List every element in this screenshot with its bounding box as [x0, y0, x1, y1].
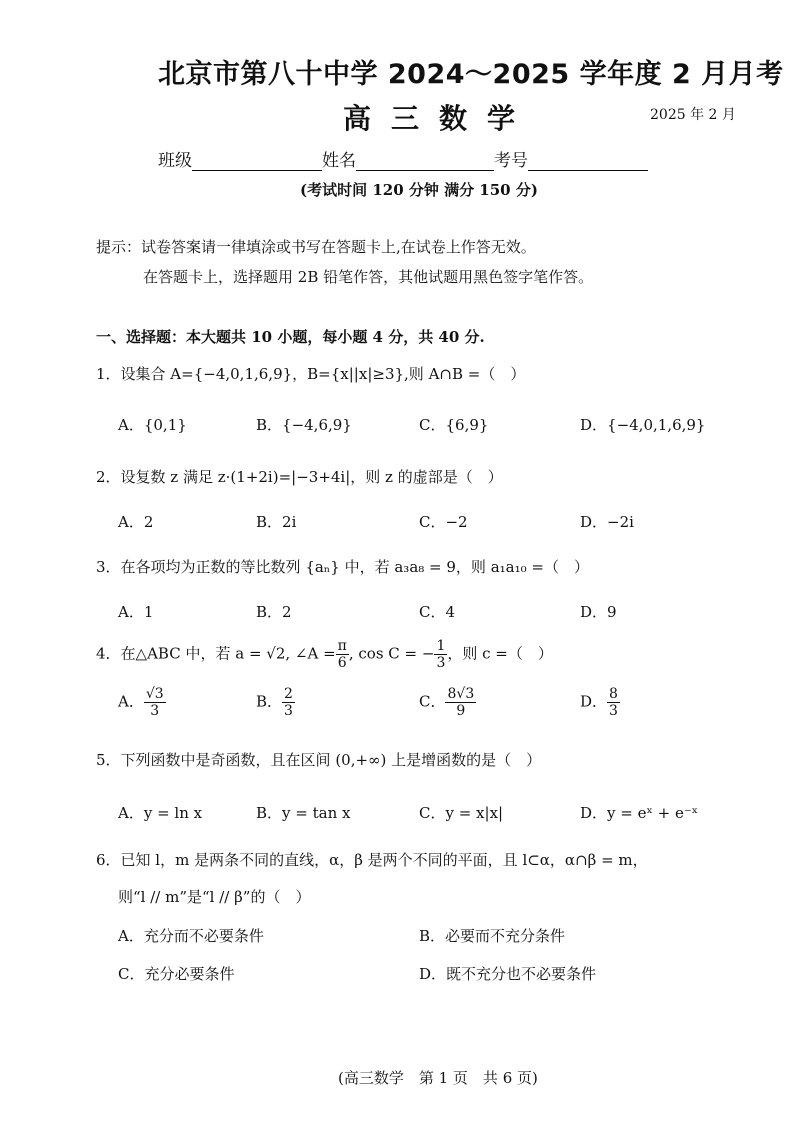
- question-5-option-b: B．y = tan x: [256, 804, 351, 822]
- page-footer: (高三数学 第 1 页 共 6 页): [338, 1069, 538, 1087]
- question-4-stem-mid: , cos C = −: [348, 644, 435, 663]
- option-label: A．: [118, 692, 144, 711]
- option-label: B．: [256, 692, 283, 711]
- fraction-numerator: 8√3: [447, 686, 475, 702]
- question-3-option-c: C．4: [419, 603, 456, 621]
- exam-title: 北京市第八十中学 2024～2025 学年度 2 月月考: [158, 59, 784, 90]
- question-4-option-d: [580, 686, 620, 719]
- question-5-option-a: A．y = ln x: [118, 804, 203, 822]
- question-6-stem-line-1: 6．已知 l，m 是两条不同的直线，α，β 是两个不同的平面，且 l⊂α，α∩β = m，: [96, 851, 648, 869]
- fraction-denominator: 3: [284, 703, 293, 720]
- option-fraction: [607, 686, 620, 719]
- question-6-option-d: D．既不充分也不必要条件: [419, 965, 597, 983]
- question-4-option-a: [118, 686, 166, 719]
- question-3-stem: 3．在各项均为正数的等比数列 {aₙ} 中，若 a₃a₈ = 9，则 a₁a₁₀ =（ ）: [96, 558, 589, 576]
- question-2-stem: 2．设复数 z 满足 z·(1+2i)=|−3+4i|，则 z 的虚部是（ ）: [96, 468, 503, 486]
- question-3-option-d: D．9: [580, 603, 617, 621]
- exam-date: 2025 年 2 月: [650, 107, 736, 123]
- question-6-stem-line-2: 则“l // m”是“l // β”的（ ）: [118, 888, 311, 906]
- question-2-option-a: A．2: [118, 513, 154, 531]
- question-1-option-c: C．{6,9}: [419, 416, 489, 434]
- notice-line-2: 在答题卡上，选择题用 2B 铅笔作答，其他试题用黑色签字笔作答。: [143, 268, 594, 286]
- question-1-option-d: D．{−4,0,1,6,9}: [580, 416, 706, 434]
- class-blank[interactable]: [192, 152, 322, 171]
- fraction-numerator: √3: [145, 686, 164, 702]
- option-fraction: [144, 686, 166, 719]
- exam-no-label: 考号: [494, 151, 528, 171]
- question-4-option-b: [256, 686, 295, 719]
- question-3-option-a: A．1: [118, 603, 154, 621]
- notice-line-1: 提示：试卷答案请一律填涂或书写在答题卡上,在试卷上作答无效。: [96, 238, 536, 256]
- fraction-numerator: π: [337, 638, 347, 654]
- question-4-stem-pre: 4．在△ABC 中，若 a = √2, ∠A =: [96, 644, 336, 663]
- fraction-denominator: 3: [436, 655, 446, 672]
- question-4-fraction-angle: [336, 638, 349, 671]
- question-4-option-c: [419, 686, 476, 719]
- name-blank[interactable]: [356, 152, 494, 171]
- question-2-option-d: D．−2i: [580, 513, 634, 531]
- option-fraction: [445, 686, 476, 719]
- fraction-denominator: 6: [337, 655, 347, 672]
- question-5-stem: 5．下列函数中是奇函数，且在区间 (0,+∞) 上是增函数的是（ ）: [96, 751, 542, 769]
- fraction-denominator: 3: [150, 703, 160, 720]
- fraction-numerator: 8: [609, 686, 618, 702]
- student-info-fields: [158, 146, 648, 171]
- question-1-option-a: A．{0,1}: [118, 416, 187, 434]
- fraction-numerator: 1: [436, 638, 446, 654]
- question-1-stem: 1．设集合 A={−4,0,1,6,9}，B={x||x|≥3},则 A∩B =（ ）: [96, 365, 526, 383]
- question-1-option-b: B．{−4,6,9}: [256, 416, 352, 434]
- question-5-option-c: C．y = x|x|: [419, 804, 504, 822]
- option-label: D．: [580, 692, 608, 711]
- question-6-option-a: A．充分而不必要条件: [118, 927, 264, 945]
- option-fraction: [282, 686, 295, 719]
- name-label: 姓名: [322, 151, 356, 171]
- question-3-option-b: B．2: [256, 603, 292, 621]
- exam-info: (考试时间 120 分钟 满分 150 分): [300, 181, 538, 199]
- section-heading: 一、选择题：本大题共 10 小题，每小题 4 分，共 40 分.: [96, 328, 485, 346]
- fraction-denominator: 9: [456, 703, 466, 720]
- fraction-denominator: 3: [609, 703, 618, 720]
- fraction-numerator: 2: [284, 686, 293, 702]
- question-5-option-d: D．y = eˣ + e⁻ˣ: [580, 804, 699, 822]
- question-2-option-c: C．−2: [419, 513, 468, 531]
- question-4-stem: [96, 638, 553, 671]
- question-4-fraction-cos: [434, 638, 447, 671]
- class-label: 班级: [158, 151, 192, 171]
- question-6-option-b: B．必要而不充分条件: [419, 927, 566, 945]
- question-2-option-b: B．2i: [256, 513, 297, 531]
- exam-no-blank[interactable]: [528, 152, 648, 171]
- exam-subtitle: 高三数学: [343, 102, 536, 135]
- option-label: C．: [419, 692, 446, 711]
- question-4-stem-post: ，则 c =（ ）: [447, 644, 553, 663]
- question-6-option-c: C．充分必要条件: [118, 965, 235, 983]
